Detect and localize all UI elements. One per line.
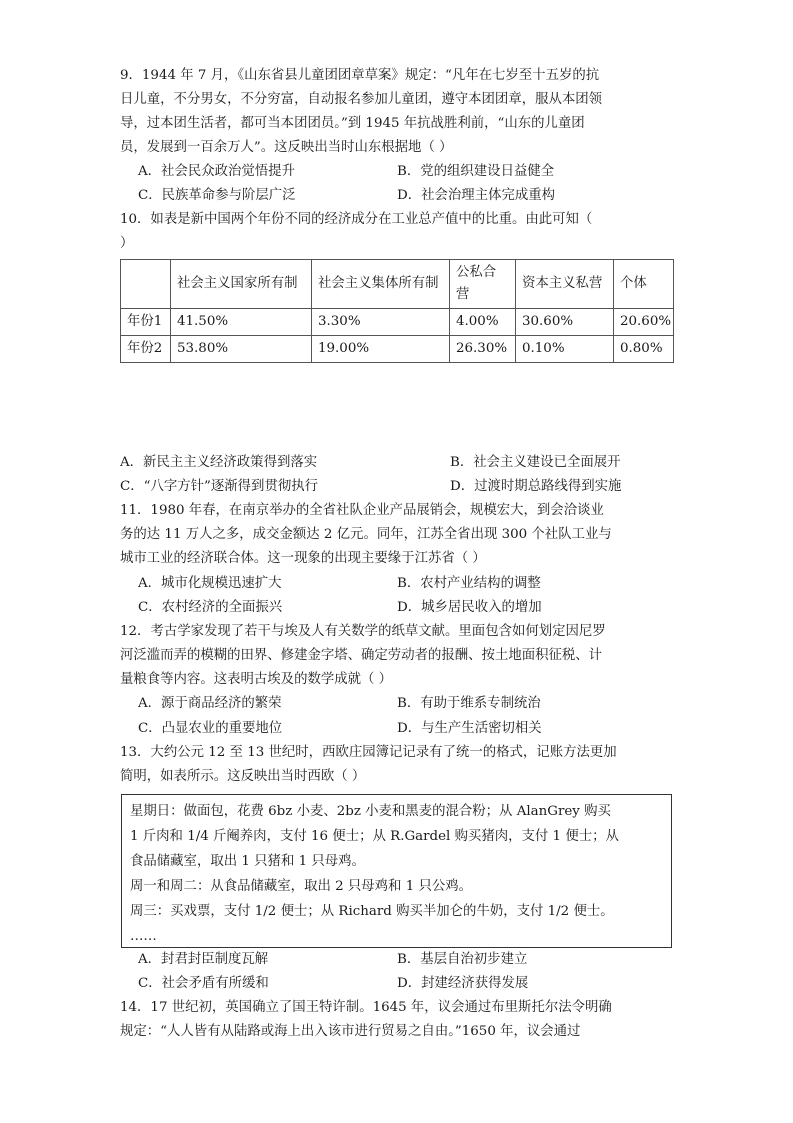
table-header-cell: 社会主义国家所有制: [171, 260, 312, 309]
q11-option-a: A．城市化规模迅速扩大: [138, 576, 282, 591]
table-cell: 0.80%: [614, 336, 674, 363]
ledger-line: 周三：买戏票，支付 1/2 便士；从 Richard 购买半加仑的牛奶，支付 1/2 便士。: [130, 904, 614, 919]
q13-line-2: 简明，如表所示。这反映出当时西欧（ ）: [120, 769, 366, 784]
table-cell: 53.80%: [171, 336, 312, 363]
q11-line-3: 城市工业的经济联合体。这一现象的出现主要缘于江苏省（ ）: [120, 551, 486, 566]
q12-option-b: B．有助于维系专制统治: [397, 696, 541, 711]
table-header-cell: 社会主义集体所有制: [312, 260, 450, 309]
table-header-cell: [121, 260, 171, 309]
ledger-line: 星期日：做面包，花费 6bz 小麦、2bz 小麦和黑麦的混合粉；从 AlanGrey 购买: [130, 804, 611, 819]
q10-option-d: D．过渡时期总路线得到实施: [450, 479, 622, 494]
ledger-line: ……: [130, 929, 157, 944]
table-cell: 41.50%: [171, 309, 312, 336]
q9-line-4: 员，发展到一百余万人”。这反映出当时山东根据地（ ）: [120, 140, 453, 155]
q10-option-c: C．“八字方针”逐渐得到贯彻执行: [120, 479, 319, 494]
table-header-cell: 公私合营: [450, 260, 516, 309]
q11-line-2: 务的达 11 万人之多，成交金额达 2 亿元。同年，江苏全省出现 300 个社队工业与: [120, 527, 612, 542]
q13-option-c: C．社会矛盾有所缓和: [138, 976, 269, 991]
q9-line-2: 日儿童，不分男女，不分穷富，自动报名参加儿童团，遵守本团团章，服从本团领: [120, 92, 603, 107]
q13-option-d: D．封建经济获得发展: [397, 976, 529, 991]
table-row: [121, 309, 674, 336]
q12-option-d: D．与生产生活密切相关: [397, 721, 542, 736]
q10-line-1: 10．如表是新中国两个年份不同的经济成分在工业总产值中的比重。由此可知（: [120, 212, 593, 227]
q11-option-b: B．农村产业结构的调整: [397, 576, 541, 591]
table-cell: 30.60%: [516, 309, 614, 336]
ledger-box: [121, 794, 672, 948]
table-cell: 0.10%: [516, 336, 614, 363]
q11-option-d: D．城乡居民收入的增加: [397, 600, 542, 615]
q11-line-1: 11．1980 年春，在南京举办的全省社队企业产品展销会，规模宏大，到会洽谈业: [120, 503, 604, 518]
q11-option-c: C．农村经济的全面振兴: [138, 600, 283, 615]
economy-table: [120, 259, 674, 363]
q9-option-c: C．民族革命参与阶层广泛: [138, 188, 296, 203]
q13-option-a: A．封君封臣制度瓦解: [138, 952, 269, 967]
q12-line-3: 量粮食等内容。这表明古埃及的数学成就（ ）: [120, 672, 393, 687]
q9-option-a: A．社会民众政治觉悟提升: [138, 164, 295, 179]
table-cell: 年份2: [121, 336, 171, 363]
table-cell: 19.00%: [312, 336, 450, 363]
ledger-line: 周一和周二：从食品储藏室，取出 2 只母鸡和 1 只公鸡。: [130, 879, 473, 894]
q13-line-1: 13．大约公元 12 至 13 世纪时，西欧庄园簿记记录有了统一的格式，记账方法更加: [120, 745, 617, 760]
table-cell: 20.60%: [614, 309, 674, 336]
q14-line-2: 规定：“人人皆有从陆路或海上出入该市进行贸易之自由。”1650 年，议会通过: [120, 1024, 581, 1039]
q10-option-a: A．新民主主义经济政策得到落实: [120, 455, 318, 470]
q10-option-b: B．社会主义建设已全面展开: [450, 455, 621, 470]
table-cell: 26.30%: [450, 336, 516, 363]
table-header-row: [121, 260, 674, 309]
table-cell: 4.00%: [450, 309, 516, 336]
q13-option-b: B．基层自治初步建立: [397, 952, 528, 967]
ledger-line: 1 斤肉和 1/4 斤阉养肉，支付 16 便士；从 R.Gardel 购买猪肉，支付 1 便士；从: [130, 829, 619, 844]
q9-line-1: 9．1944 年 7 月，《山东省县儿童团团章草案》规定：“凡年在七岁至十五岁的抗: [120, 68, 600, 83]
q9-option-d: D．社会治理主体完成重构: [397, 188, 556, 203]
table-header-cell: 个体: [614, 260, 674, 309]
table-header-cell: 资本主义私营: [516, 260, 614, 309]
ledger-line: 食品储藏室，取出 1 只猪和 1 只母鸡。: [130, 854, 365, 869]
table-cell: 3.30%: [312, 309, 450, 336]
q12-line-2: 河泛滥而弄的模糊的田界、修建金字塔、确定劳动者的报酬、按土地面积征税、计: [120, 648, 603, 663]
q12-option-c: C．凸显农业的重要地位: [138, 721, 283, 736]
q12-option-a: A．源于商品经济的繁荣: [138, 696, 282, 711]
table-row: [121, 336, 674, 363]
q14-line-1: 14．17 世纪初，英国确立了国王特许制。1645 年，议会通过布里斯托尔法令明确: [120, 1000, 612, 1015]
q9-line-3: 导，过本团生活者，都可当本团团员。”到 1945 年抗战胜利前，“山东的儿童团: [120, 116, 585, 131]
q10-line-2: ）: [120, 236, 134, 251]
table-cell: 年份1: [121, 309, 171, 336]
q12-line-1: 12．考古学家发现了若干与埃及人有关数学的纸草文献。里面包含如何划定因尼罗: [120, 624, 606, 639]
q9-option-b: B．党的组织建设日益健全: [397, 164, 555, 179]
